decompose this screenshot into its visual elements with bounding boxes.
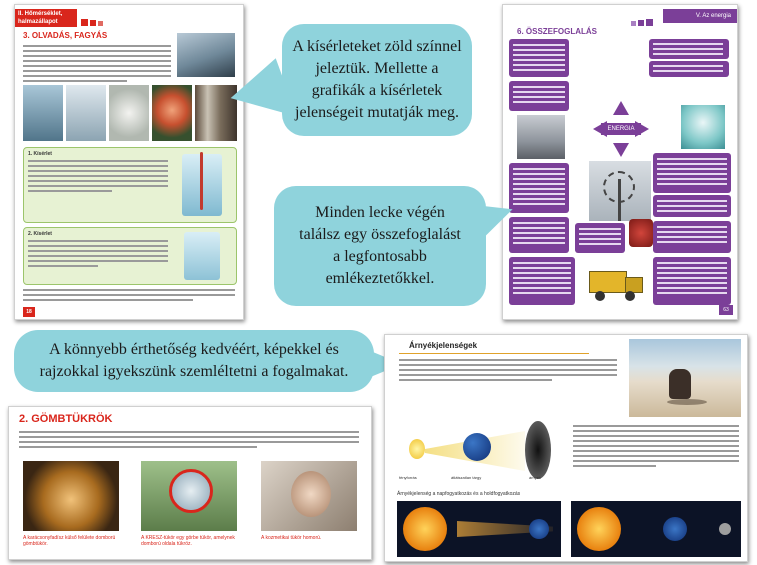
- eclipse-caption: Árnyékjelenség a napfogyatkozás és a holdfogyatkozás: [397, 491, 521, 497]
- summary-box-12: [653, 257, 731, 305]
- page-title: Árnyékjelenségek: [409, 341, 478, 350]
- label-opaque: átlátszatlan tárgy: [451, 475, 482, 480]
- solar-eclipse-illustration: [397, 501, 561, 557]
- section-tag-line1: II. Hőmérséklet,: [18, 11, 63, 17]
- shadow-diagram: [399, 421, 559, 485]
- energia-label: ENERGIA: [601, 123, 641, 135]
- lamp-photo: [681, 105, 725, 149]
- summary-text: [23, 289, 235, 304]
- experiment-2-text: [28, 240, 168, 270]
- summary-box-3: [649, 61, 729, 77]
- section-tag: [15, 9, 77, 27]
- label-source: fényforrás: [399, 475, 417, 480]
- icicles-photo: [66, 85, 106, 141]
- test-tube-illustration: [184, 232, 220, 280]
- ornament-photo: [23, 461, 119, 531]
- callout-pictures-text: A könnyebb érthetőség kedvéért, képekkel és rajzokkal igyekszünk szemléltetni a fogalmakat.: [39, 341, 349, 380]
- experiment-1-box: [23, 147, 237, 223]
- experiment-1-text: [28, 160, 168, 195]
- section-tag-line2: halmazállapot: [18, 19, 58, 25]
- tag-squares: [631, 13, 653, 31]
- page-summary: [502, 4, 738, 320]
- intro-text: [399, 359, 617, 384]
- summary-box-4: [509, 81, 569, 111]
- page-melting-freezing: [14, 4, 244, 320]
- page-shadows: [384, 334, 748, 562]
- opaque-sphere: [463, 433, 491, 461]
- rose-photo: [152, 85, 192, 141]
- caption-ornament: A karácsonyfadísz külső felülete domború gömbtükör.: [23, 535, 116, 547]
- shadow-ellipse: [525, 421, 551, 479]
- experiment-1-label: 1. Kísérlet: [28, 151, 52, 157]
- callout-experiments-text: A kísérleteket zöld színnel jeleztük. Mellette a grafikák a kísérletek jelenségeit mutatják meg.: [292, 38, 462, 121]
- summary-box-1: [509, 39, 569, 77]
- power-plant-photo: [517, 115, 565, 159]
- experiment-2-box: [23, 227, 237, 285]
- page-spherical-mirrors: [8, 406, 372, 560]
- bulb-illustration: [409, 439, 425, 459]
- thermometer-glass-illustration: [182, 154, 222, 216]
- experiment-2-label: 2. Kísérlet: [28, 231, 52, 237]
- dog-beach-photo: [629, 339, 741, 417]
- caption-traffic-mirror: A KRESZ-tükör egy görbe tükör, amelynek domború oldala tükröz.: [141, 535, 235, 547]
- ice-photo: [23, 85, 63, 141]
- intro-text: [23, 45, 171, 85]
- summary-box-11: [509, 257, 575, 305]
- page-title: 6. ÖSSZEFOGLALÁS: [517, 27, 598, 36]
- page-title: 2. GÖMBTÜKRÖK: [19, 413, 113, 425]
- page-number: 18: [23, 307, 35, 317]
- pomegranate-photo: [629, 219, 653, 247]
- page-title: 3. OLVADÁS, FAGYÁS: [23, 31, 108, 40]
- frost-photo: [109, 85, 149, 141]
- summary-box-10: [653, 221, 731, 253]
- label-shadow: árnyék: [529, 475, 542, 480]
- explanation-text: [573, 425, 739, 470]
- summary-box-5: [509, 163, 569, 213]
- title-underline: [399, 353, 589, 354]
- frozen-tree-photo: [177, 33, 235, 77]
- energia-diamond: [593, 101, 649, 157]
- truck-illustration: [589, 267, 643, 301]
- summary-box-9: [575, 223, 625, 253]
- summary-box-8: [509, 217, 569, 253]
- callout-summary: [274, 186, 486, 306]
- windmill-photo: [589, 161, 651, 221]
- traffic-mirror-photo: [141, 461, 237, 531]
- callout-experiments: [282, 24, 472, 136]
- callout-pictures: [14, 330, 374, 392]
- lunar-eclipse-illustration: [571, 501, 741, 557]
- callout-summary-text: Minden lecke végén találsz egy összefoglalást a legfontosabb emlékeztetőkkel.: [299, 204, 461, 287]
- page-number: 63: [719, 305, 733, 315]
- cosmetic-mirror-photo: [261, 461, 357, 531]
- intro-text: [19, 431, 359, 451]
- summary-box-7: [653, 195, 731, 217]
- summary-box-2: [649, 39, 729, 59]
- summary-box-6: [653, 153, 731, 193]
- tag-squares: [81, 13, 103, 31]
- section-tag: V. Az energia: [663, 9, 737, 23]
- photo-strip: [23, 85, 237, 141]
- caption-cosmetic-mirror: A kozmetikai tükör homorú.: [261, 535, 322, 541]
